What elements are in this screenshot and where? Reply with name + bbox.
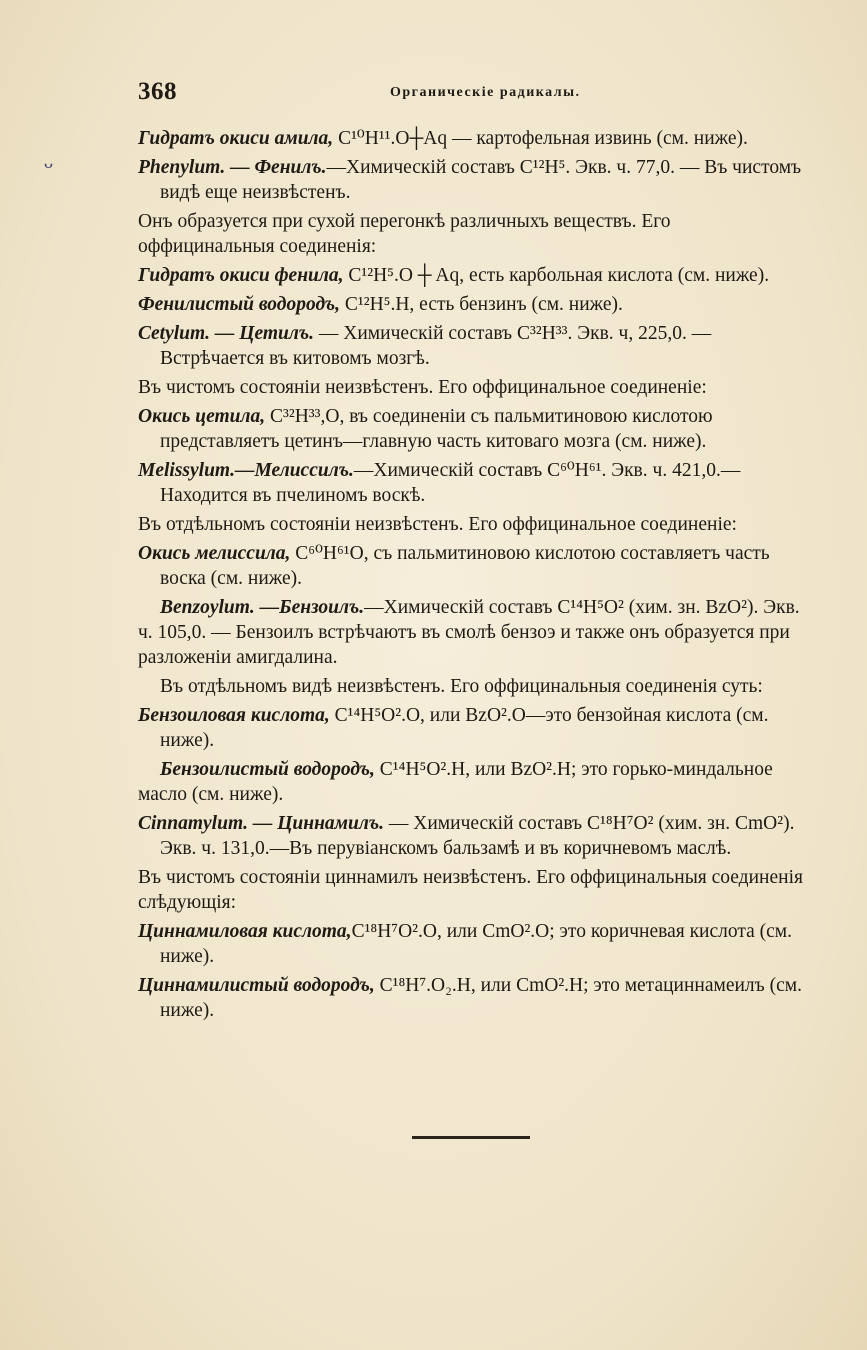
paragraph-phenyl-hydrogen [138,292,810,317]
entry-term: Cinnamylum. — Циннамилъ. [138,813,385,834]
entry-text: C³²H³³,O, въ соединеніи съ пальмитиновою кислотою представляетъ цетинъ—главную часть китоваго мозга (см. ниже). [160,406,713,452]
paragraph-melissyl-compounds [138,512,810,537]
entry-text: —Химическій составъ C¹²H⁵. Экв. ч. 77,0. — Въ чистомъ видѣ еще неизвѣстенъ. [160,157,802,203]
entry-text: C¹⁸H⁷O².O, или CmO².O; это коричневая кислота (см. ниже). [160,921,793,967]
entry-text: — Химическій составъ C³²H³³. Экв. ч, 225,0. — Встрѣчается въ китовомъ мозгѣ. [160,323,712,369]
entry-text: C¹⁸H⁷.O₂.H, или CmO².H; это метациннамеилъ (см. ниже). [160,975,802,1021]
entry-term: Гидратъ окиси амила, [138,128,334,149]
entry-term: Phenylum. — Фенилъ. [138,157,327,178]
paragraph-benzoyl-hydrogen [138,757,810,807]
entry-text: C¹²H⁵.H, есть бензинъ (см. ниже). [340,294,623,315]
page-header [138,78,818,108]
entry-text: C⁶⁰H⁶¹O, съ пальмитиновою кислотою составляетъ часть воска (см. ниже). [160,543,770,589]
end-rule [412,1136,530,1139]
entry-term: Benzoylum. —Бензоилъ. [160,597,365,618]
paragraph-benzoic-acid [138,703,810,753]
entry-term: Melissylum.—Мелиссилъ. [138,460,354,481]
entry-text: C¹²H⁵.O ┼ Aq, есть карбольная кислота (см. ниже). [343,265,770,286]
paragraph-benzoyl-compounds [138,674,810,699]
paragraph-cinnamyl-compounds [138,865,810,915]
paragraph-melissyl-oxide [138,541,810,591]
entry-text: —Химическій составъ C¹⁴H⁵O² (хим. зн. BzO²). Экв. ч. 105,0. — Бензоилъ встрѣчаютъ въ смолѣ бензоэ и также онъ образуется при разложеніи амигдалина. [138,597,800,668]
entry-text: Въ отдѣльномъ видѣ неизвѣстенъ. Его оффицинальныя соединенія суть: [160,676,763,697]
entry-term: Окись мелиссила, [138,543,291,564]
entry-text: Въ чистомъ состояніи циннамилъ неизвѣстенъ. Его оффицинальныя соединенія слѣдующія: [138,867,803,913]
entry-text: C¹⁰H¹¹.O┼Aq — картофельная извинь (см. ниже). [333,128,748,149]
paragraph-phenylum [138,155,810,205]
entry-text: Въ чистомъ состояніи неизвѣстенъ. Его оффицинальное соединеніе: [138,377,707,398]
entry-text: — Химическій составъ C¹⁸H⁷O² (хим. зн. CmO²). Экв. ч. 131,0.—Въ перувіанскомъ бальзамѣ и въ коричневомъ маслѣ. [160,813,795,859]
paragraph-amyl-hydrate [138,126,810,151]
entry-text: C¹⁴H⁵O².H, или BzO².H; это горько-миндальное масло (см. ниже). [138,759,773,805]
margin-mark: ᴗ [44,152,53,172]
paragraph-cinnamic-acid [138,919,810,969]
entry-term: Фенилистый водородъ, [138,294,341,315]
paragraph-cetyl-compounds [138,375,810,400]
entry-text: Онъ образуется при сухой перегонкѣ различныхъ веществъ. Его оффицинальныя соединенія: [138,211,671,257]
paragraph-phenyl-compounds [138,209,810,259]
entry-text: C¹⁴H⁵O².O, или BzO².O—это бензойная кислота (см. ниже). [160,705,769,751]
entry-text: —Химическій составъ C⁶⁰H⁶¹. Экв. ч. 421,0.— Находится въ пчелиномъ воскѣ. [160,460,741,506]
page-number: 368 [138,78,177,105]
page-body [138,126,810,1027]
entry-term: Бензоилистый водородъ, [160,759,375,780]
paragraph-melissylum [138,458,810,508]
entry-term: Гидратъ окиси фенила, [138,265,344,286]
entry-term: Окись цетила, [138,406,266,427]
entry-term: Циннамилистый водородъ, [138,975,375,996]
paragraph-cinnamyl-hydrogen [138,973,810,1023]
paragraph-phenyl-hydrate [138,263,810,288]
entry-term: Бензоиловая кислота, [138,705,330,726]
entry-term: Циннамиловая кислота, [138,921,352,942]
paragraph-cinnamylum [138,811,810,861]
running-title: Органическіе радикалы. [390,85,581,100]
entry-text: Въ отдѣльномъ состояніи неизвѣстенъ. Его оффицинальное соединеніе: [138,514,737,535]
paragraph-cetyl-oxide [138,404,810,454]
paragraph-cetylum [138,321,810,371]
paragraph-benzoylum [138,595,810,670]
entry-term: Cetylum. — Цетилъ. [138,323,315,344]
